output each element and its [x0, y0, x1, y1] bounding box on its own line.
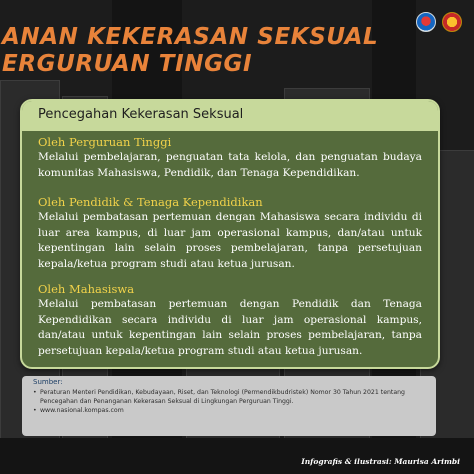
section-body-educators: Melalui pembatasan pertemuan dengan Mahasiswa secara individu di luar area kampus, di luar jam operasional kampus, dan/atau untuk kepentingan lain selain proses pembelajaran, tanpa persetujuan kepala/ketua program studi atau ketua jurusan. [38, 211, 422, 270]
section-body-university: Melalui pembelajaran, penguatan tata kelola, dan penguatan budaya komunitas Mahasiswa, Pendidik, dan Tenaga Kependidikan. [38, 151, 422, 179]
section-heading-university: Oleh Perguruan Tinggi [38, 135, 172, 149]
page-title-line-2: ERGURUAN TINGGI [2, 51, 253, 77]
source-item-website: • www.nasional.kompas.com [33, 406, 426, 415]
section-body-students: Melalui pembatasan pertemuan dengan Pendidik dan Tenaga Kependidikan secara individu di luar jam operasional kampus, dan/atau untuk kepentingan lain selain proses pembelajaran, tanpa persetujuan kepala/ketua program studi atau ketua jurusan. [38, 298, 422, 357]
section-heading-students: Oleh Mahasiswa [38, 282, 135, 296]
logo-group [416, 12, 462, 32]
illustration-credit: Infografis & ilustrasi: Maurisa Arimbi [301, 457, 460, 466]
page-title-line-1: ANAN KEKERASAN SEKSUAL [2, 24, 379, 50]
institution-logo-1 [416, 12, 436, 32]
sources-list [33, 388, 426, 415]
section-heading-educators: Oleh Pendidik & Tenaga Kependidikan [38, 195, 263, 209]
source-item-regulation: • Peraturan Menteri Pendidikan, Kebudayaan, Riset, dan Teknologi (Permendikbudristek) Nomor 30 Tahun 2021 tentang Pencegahan dan Penanganan Kekerasan Seksual di Lingkungan Perguruan Tinggi. [33, 388, 426, 406]
card-title: Pencegahan Kekerasan Seksual [22, 101, 438, 131]
institution-logo-2 [442, 12, 462, 32]
prevention-card [20, 99, 440, 369]
sources-box [22, 376, 436, 436]
sources-label: Sumber: [33, 378, 63, 386]
